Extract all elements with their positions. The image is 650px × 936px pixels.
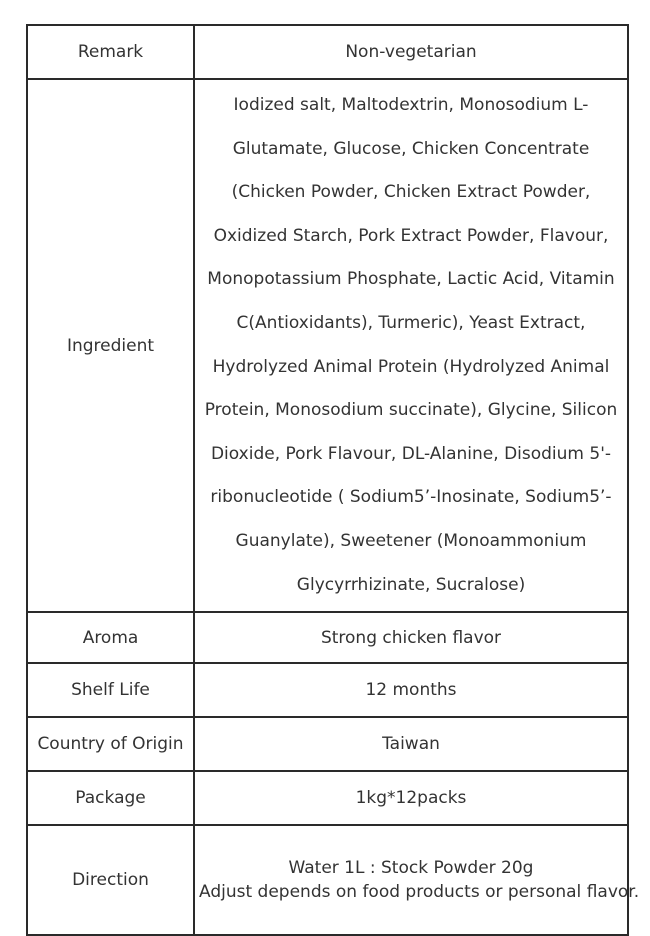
row-value-shelf-life: 12 months — [194, 663, 628, 717]
table-row — [27, 663, 628, 717]
direction-line: Adjust depends on food products or personal flavor. — [199, 882, 640, 903]
row-label-package: Package — [27, 771, 194, 825]
table-row — [27, 612, 628, 663]
row-value-remark: Non-vegetarian — [194, 25, 628, 79]
row-label-country-of-origin: Country of Origin — [27, 717, 194, 771]
table-row — [27, 717, 628, 771]
row-label-aroma: Aroma — [27, 612, 194, 663]
row-value-aroma: Strong chicken flavor — [194, 612, 628, 663]
row-value-country-of-origin: Taiwan — [194, 717, 628, 771]
table-row — [27, 25, 628, 79]
row-label-ingredient: Ingredient — [27, 79, 194, 612]
row-value-package: 1kg*12packs — [194, 771, 628, 825]
row-label-direction: Direction — [27, 825, 194, 935]
table-row — [27, 771, 628, 825]
table-row — [27, 79, 628, 612]
direction-line: Water 1L : Stock Powder 20g — [288, 858, 534, 879]
product-spec-table — [26, 24, 640, 936]
row-label-remark: Remark — [27, 25, 194, 79]
row-label-shelf-life: Shelf Life — [27, 663, 194, 717]
row-value-direction — [194, 825, 640, 935]
table-row — [27, 825, 628, 935]
row-value-ingredient: Iodized salt, Maltodextrin, Monosodium L-Glutamate, Glucose, Chicken Concentrate (Chicken Powder, Chicken Extract Powder, Oxidized Starch, Pork Extract Powder, Flavour, Monopotassium Phosphate, Lactic Acid, Vitamin C(Antioxidants), Turmeric), Yeast Extract, Hydrolyzed Animal Protein (Hydrolyzed Animal Protein, Monosodium succinate), Glycine, Silicon Dioxide, Pork Flavour, DL-Alanine, Disodium 5'-ribonucleotide ( Sodium5’-Inosinate, Sodium5’-Guanylate), Sweetener (Monoammonium Glycyrrhizinate, Sucralose) — [194, 79, 628, 612]
